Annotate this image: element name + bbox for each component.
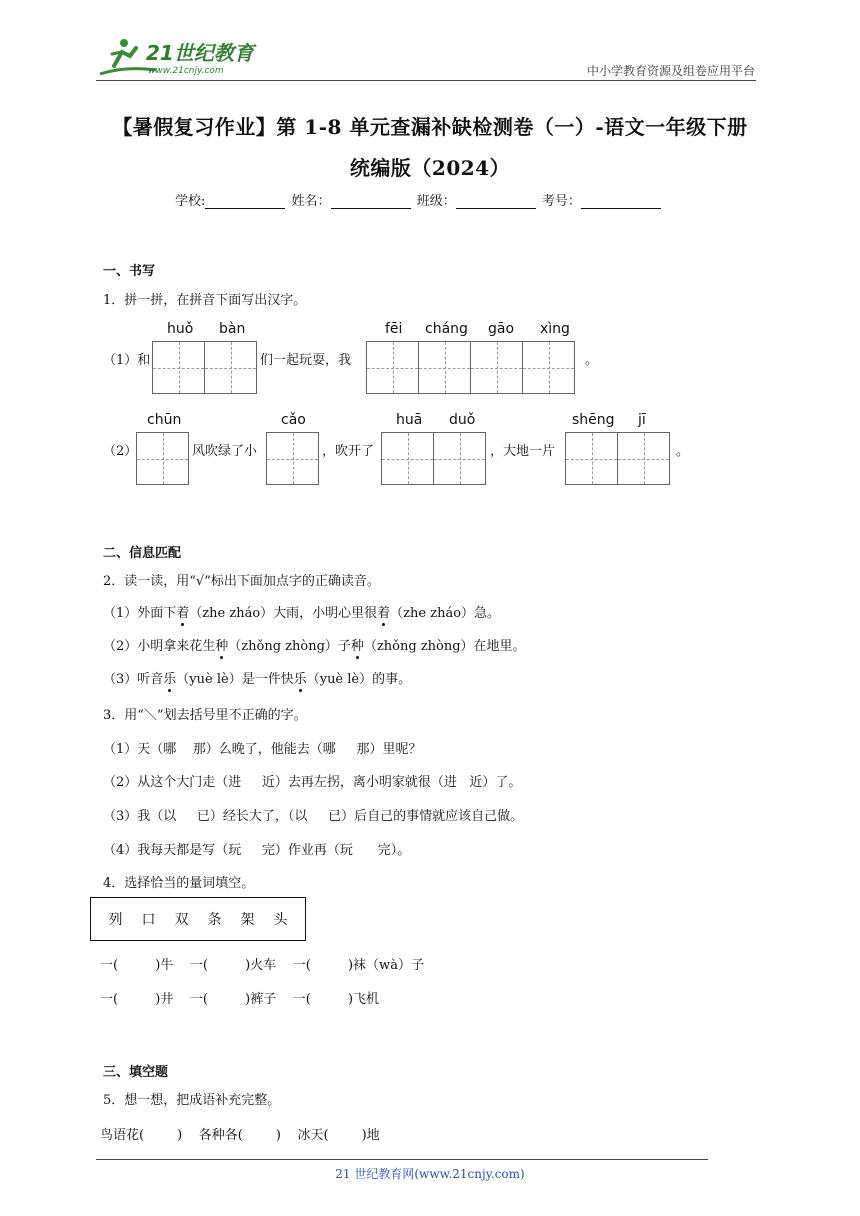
q2-item-2 — [103, 635, 526, 654]
text: （1）外面下 — [103, 606, 177, 621]
pinyin-duo: duǒ — [449, 412, 476, 428]
text: （2）小明拿来花生 — [103, 639, 216, 654]
text: （yuè lè）的事。 — [306, 672, 412, 687]
pinyin-fei: fēi — [385, 321, 403, 337]
section-heading-3: 三、填空题 — [103, 1065, 169, 1080]
dotted-char: 乐 — [293, 672, 307, 687]
word-choice: 条 — [207, 912, 222, 928]
question-5: 5．想一想，把成语补充完整。 — [103, 1093, 281, 1108]
dotted-char: 着 — [377, 606, 391, 621]
text: （zhǒng zhòng）子 — [228, 639, 351, 654]
logo-url: www.21cnjy.com — [148, 66, 224, 76]
writing-grid-2 — [367, 341, 575, 394]
q1-row1-prefix: （1）和 — [103, 353, 151, 368]
word-choice: 架 — [240, 912, 255, 928]
question-4: 4．选择恰当的量词填空。 — [103, 876, 255, 891]
writing-cell[interactable] — [266, 432, 319, 485]
number-blank[interactable] — [581, 195, 661, 209]
pinyin-ban: bàn — [219, 321, 246, 337]
question-3: 3．用“＼”划去括号里不正确的字。 — [103, 708, 307, 723]
pinyin-sheng: shēng — [572, 412, 615, 428]
writing-cell[interactable] — [136, 432, 189, 485]
school-blank[interactable] — [205, 195, 285, 209]
header-platform-text: 中小学教育资源及组卷应用平台 — [586, 64, 755, 78]
logo-text: 21世纪教育 — [146, 41, 254, 65]
dotted-char: 着 — [176, 606, 190, 621]
name-label: 姓名： — [291, 194, 331, 209]
question-2: 2．读一读，用“√”标出下面加点字的正确读音。 — [103, 574, 380, 589]
q3-item-3: （3）我（以 已）经长大了，（以 已）后自己的事情就应该自己做。 — [103, 809, 524, 824]
q4-line-1: 一( )牛 一( )火车 一( )袜（wà）子 — [100, 958, 424, 973]
writing-grid-5 — [382, 432, 486, 485]
writing-grid-6 — [566, 432, 670, 485]
header-divider — [96, 80, 756, 81]
q3-item-1: （1）天（哪 那）么晚了，他能去（哪 那）里呢？ — [103, 742, 422, 757]
writing-cell[interactable] — [617, 432, 670, 485]
pinyin-ji: jī — [638, 412, 646, 428]
word-choice-box — [90, 897, 306, 941]
q3-item-4: （4）我每天都是写（玩 完）作业再（玩 完）。 — [103, 843, 411, 858]
dotted-char: 种 — [350, 639, 364, 654]
pinyin-huo: huǒ — [167, 321, 194, 337]
writing-cell[interactable] — [381, 432, 434, 485]
site-logo — [96, 36, 266, 78]
class-label: 班级： — [416, 194, 456, 209]
q1-row1-end: 。 — [585, 353, 599, 368]
writing-grid-3 — [137, 432, 189, 485]
footer-divider — [96, 1159, 708, 1160]
school-label: 学校: — [175, 194, 206, 209]
dotted-char: 乐 — [163, 672, 177, 687]
text: （zhe zháo）急。 — [390, 606, 501, 621]
text: （yuè lè）是一件快 — [176, 672, 294, 687]
writing-cell[interactable] — [204, 341, 257, 394]
q5-line: 鸟语花( ) 各种各( ) 冰天( )地 — [100, 1128, 380, 1143]
writing-grid-1 — [153, 341, 257, 394]
q1-row2-prefix: （2） — [103, 444, 138, 459]
q1-row1-mid: 们一起玩耍，我 — [260, 353, 352, 368]
dotted-char: 种 — [215, 639, 229, 654]
q2-item-3 — [103, 668, 411, 687]
pinyin-cao: cǎo — [281, 412, 306, 428]
word-choice: 列 — [108, 912, 123, 928]
text: （zhe zháo）大雨，小明心里很 — [189, 606, 378, 621]
q1-row2-text1: 风吹绿了小 — [192, 444, 258, 459]
pinyin-chun: chūn — [147, 412, 182, 428]
writing-cell[interactable] — [522, 341, 575, 394]
text: （zhǒng zhòng）在地里。 — [363, 639, 526, 654]
word-choice: 双 — [174, 912, 189, 928]
pinyin-gao: gāo — [488, 321, 515, 337]
section-heading-2: 二、信息匹配 — [103, 546, 182, 561]
writing-grid-4 — [267, 432, 319, 485]
number-label: 考号： — [541, 194, 581, 209]
writing-cell[interactable] — [152, 341, 205, 394]
q3-item-2: （2）从这个大门走（进 近）去再左拐，离小明家就很（进 近）了。 — [103, 775, 522, 790]
text: （3）听音 — [103, 672, 164, 687]
writing-cell[interactable] — [565, 432, 618, 485]
class-blank[interactable] — [456, 195, 536, 209]
q4-line-2: 一( )井 一( )裤子 一( )飞机 — [100, 992, 380, 1007]
student-info-row — [175, 190, 663, 209]
footer-link[interactable]: 21 世纪教育网(www.21cnjy.com) — [335, 1167, 525, 1181]
pinyin-xing: xìng — [540, 321, 570, 337]
writing-cell[interactable] — [366, 341, 419, 394]
word-choice: 口 — [141, 912, 156, 928]
pinyin-hua: huā — [396, 412, 423, 428]
question-1: 1．拼一拼，在拼音下面写出汉字。 — [103, 293, 307, 308]
writing-cell[interactable] — [418, 341, 471, 394]
writing-cell[interactable] — [433, 432, 486, 485]
writing-cell[interactable] — [470, 341, 523, 394]
q1-row2-text2: ，吹开了 — [322, 444, 375, 459]
q1-row2-text3: ，大地一片 — [490, 444, 556, 459]
document-title-line2: 统编版（2024） — [349, 156, 511, 180]
name-blank[interactable] — [331, 195, 411, 209]
document-title-line1: 【暑假复习作业】第 1-8 单元查漏补缺检测卷（一）-语文一年级下册 — [112, 115, 748, 139]
q2-item-1 — [103, 602, 500, 621]
word-choice: 头 — [273, 912, 288, 928]
section-heading-1: 一、书写 — [103, 264, 156, 279]
pinyin-chang: cháng — [425, 321, 468, 337]
q1-row2-end: 。 — [676, 444, 690, 459]
